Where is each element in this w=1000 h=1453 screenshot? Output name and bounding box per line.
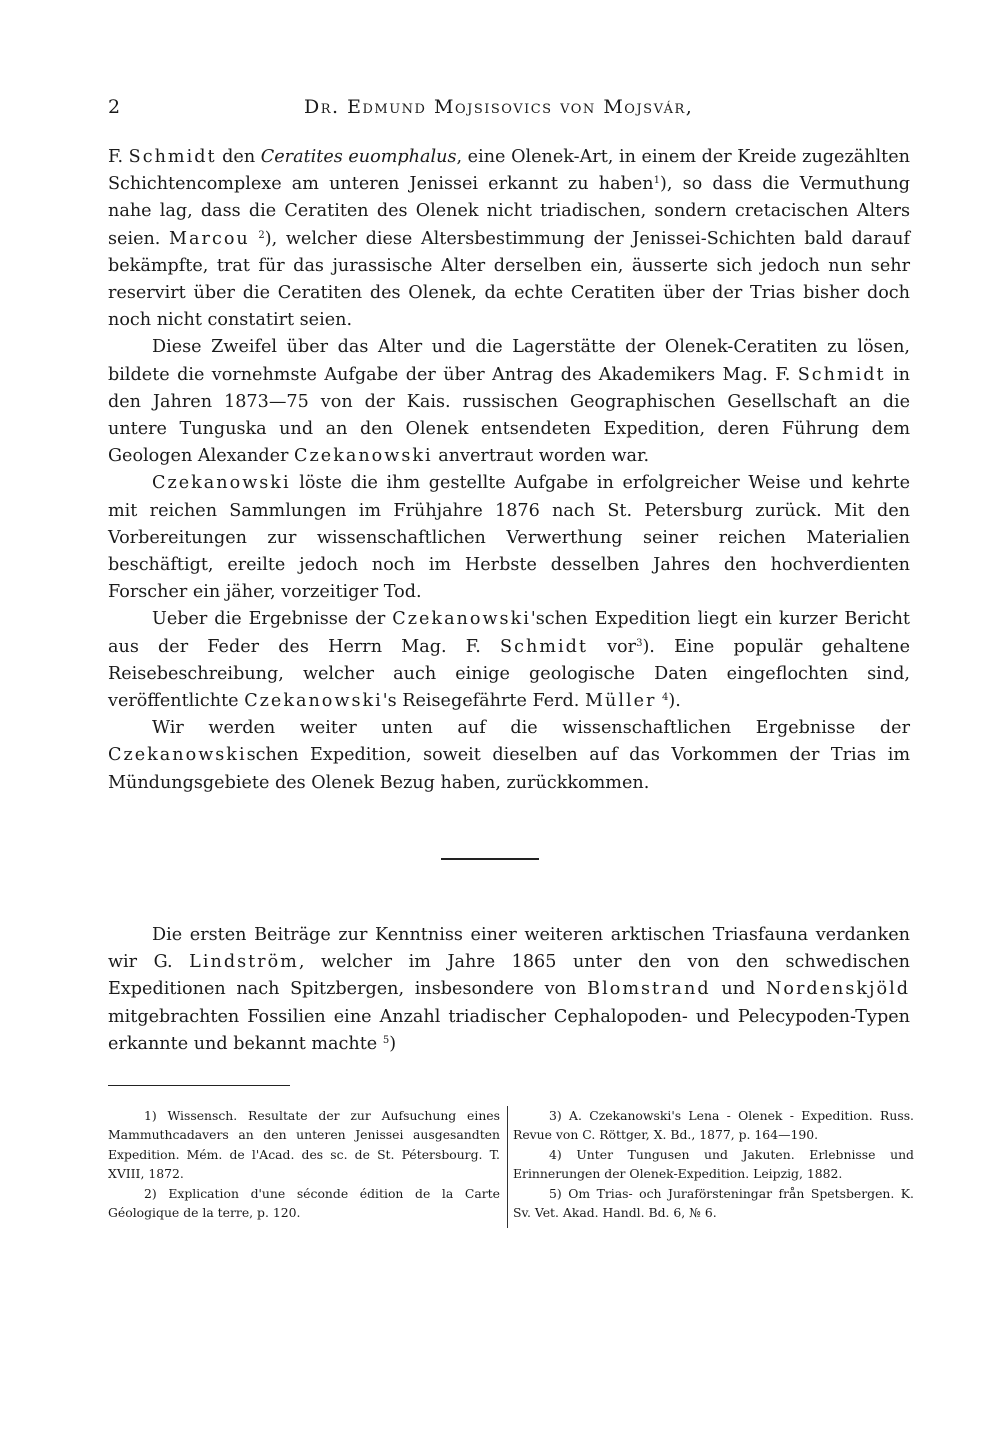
footnote-marker: 5 (382, 1034, 390, 1046)
spaced-name: Czekanowski (294, 446, 433, 467)
text-run: und (710, 979, 766, 1000)
paragraph (108, 715, 910, 797)
spaced-name: Schmidt (128, 147, 217, 167)
text-run: 'schen Expedition liegt ein kurzer Bericht aus der Feder des Herrn Mag. F. (108, 609, 911, 657)
text-run: ). (668, 691, 681, 712)
spaced-name: Marcou (169, 228, 250, 249)
spaced-name: Czekanowski (152, 473, 291, 494)
footnote-marker: 3 (636, 637, 643, 649)
text-run: den (216, 147, 261, 167)
footnote: 2) Explication d'une séconde édition de la Carte Géologique de la terre, p. 120. (108, 1185, 500, 1221)
paragraph (108, 144, 910, 334)
page-header (108, 96, 908, 126)
spaced-name: Lindström (189, 952, 299, 973)
text-run: ), welcher diese Altersbestimmung der Jenissei-Schichten bald darauf bekämpfte, trat für das jurassische Alter derselben ein, äusserte sich jedoch nun sehr reservirt über die Ceratiten des Olenek, da echte Ceratiten über der Trias bisher doch noch nicht constatirt seien. (108, 228, 910, 331)
text-run: in den Jahren 1873—75 von der Kais. russischen Geographischen Gesellschaft an die untere Tunguska und an den Olenek entsendeten Expedition, deren Führung dem Geologen Alexander (108, 364, 910, 467)
footnote-column-divider (507, 1106, 508, 1228)
spaced-name: Müller (584, 691, 657, 712)
text-run: , welcher im Jahre 1865 unter den von den schwedischen Expeditionen nach Spitzbergen, insbesondere von (108, 952, 910, 1000)
paragraph (108, 334, 910, 470)
section-divider (441, 858, 539, 860)
text-run: Die ersten Beiträge zur Kenntniss einer weiteren arktischen Triasfauna verdanken wir G. (108, 925, 910, 973)
text-run: ), so dass die Vermuthung nahe lag, dass die Ceratiten des Olenek nicht triadischen, sondern cretacischen Alters seien. (108, 174, 910, 249)
text-run: schen Expedition, soweit dieselben auf das Vorkommen der Trias im Mündungsgebiete des Olenek Bezug haben, zurückkommen. (108, 745, 910, 793)
text-run: vor (587, 636, 637, 657)
text-run: ) (389, 1033, 397, 1054)
spaced-name: Czekanowski (392, 609, 531, 630)
footnote-rule (108, 1085, 290, 1086)
spaced-name: Czekanowski (244, 691, 383, 712)
text-run: mitgebrachten Fossilien eine Anzahl triadischer Cephalopoden- und Pelecypoden-Typen erkannte und bekannt machte (108, 1006, 910, 1054)
spaced-name: Schmidt (797, 364, 886, 385)
footnotes-right-column (513, 1106, 914, 1222)
text-run: anvertraut worden war. (432, 446, 650, 467)
body-text-upper (108, 144, 910, 797)
text-run: Ueber die Ergebnisse der (152, 609, 393, 630)
text-run: löste die ihm gestellte Aufgabe in erfolgreicher Weise und kehrte mit reichen Sammlungen im Frühjahre 1876 nach St. Petersburg zurück. Mit den Vorbereitungen zur wissenschaftlichen Verwerthung seiner reichen Materialien beschäftigt, ereilte jedoch noch im Herbste desselben Jahres den hochverdienten Forscher ein jäher, vorzeitiger Tod. (108, 473, 910, 603)
text-run: F. (108, 147, 129, 167)
footnote: 1) Wissensch. Resultate der zur Aufsuchung eines Mammuthcadavers an den unteren Jenissei ausgesandten Expedition. Mém. de l'Acad. des sc. de St. Pétersbourg. T. XVIII, 1872. (108, 1108, 500, 1182)
footnotes-left-column (108, 1106, 500, 1222)
footnote: 5) Om Trias- och Juraförsteningar från Spetsbergen. K. Sv. Vet. Akad. Handl. Bd. 6, № 6. (513, 1185, 914, 1221)
text-run: , eine Olenek-Art, in einem der Kreide zugezählten Schichtencomplexe am unteren Jenissei erkannt zu haben (108, 147, 910, 195)
footnote: 3) A. Czekanowski's Lena - Olenek - Expedition. Russ. Revue von C. Röttger, X. Bd., 1877, p. 164—190. (513, 1108, 914, 1143)
paragraph (108, 470, 910, 606)
text-run: ). Eine populär gehaltene Reisebeschreibung, welcher auch einige geologische Daten eingeflochten sind, veröffentlichte (108, 636, 910, 712)
footnote-marker: 1 (653, 175, 660, 187)
italic-term: Ceratites euomphalus (260, 147, 457, 167)
spaced-name: Nordenskjöld (765, 979, 910, 1000)
footnote-marker: 4 (662, 692, 669, 704)
text-run: Wir werden weiter unten auf die wissenschaftlichen Ergebnisse der (152, 718, 910, 739)
footnote: 4) Unter Tungusen und Jakuten. Erlebnisse und Erinnerungen der Olenek-Expedition. Leipzig, 1882. (513, 1146, 914, 1182)
paragraph (108, 606, 910, 715)
body-text-lower (108, 922, 910, 1058)
spaced-name: Blomstrand (587, 979, 711, 1000)
text-run: Diese Zweifel über das Alter und die Lagerstätte der Olenek-Ceratiten zu lösen, bildete die vornehmste Aufgabe der über Antrag des Akademikers Mag. F. (108, 337, 910, 385)
page-number: 2 (108, 96, 121, 118)
running-head: Dr. Edmund Mojsisovics von Mojsvár, (304, 96, 694, 118)
spaced-name: Schmidt (500, 636, 588, 657)
paragraph (108, 922, 910, 1058)
spaced-name: Czekanowski (108, 745, 247, 766)
footnote-marker: 2 (258, 229, 265, 241)
text-run: 's Reisegefährte Ferd. (382, 691, 585, 712)
